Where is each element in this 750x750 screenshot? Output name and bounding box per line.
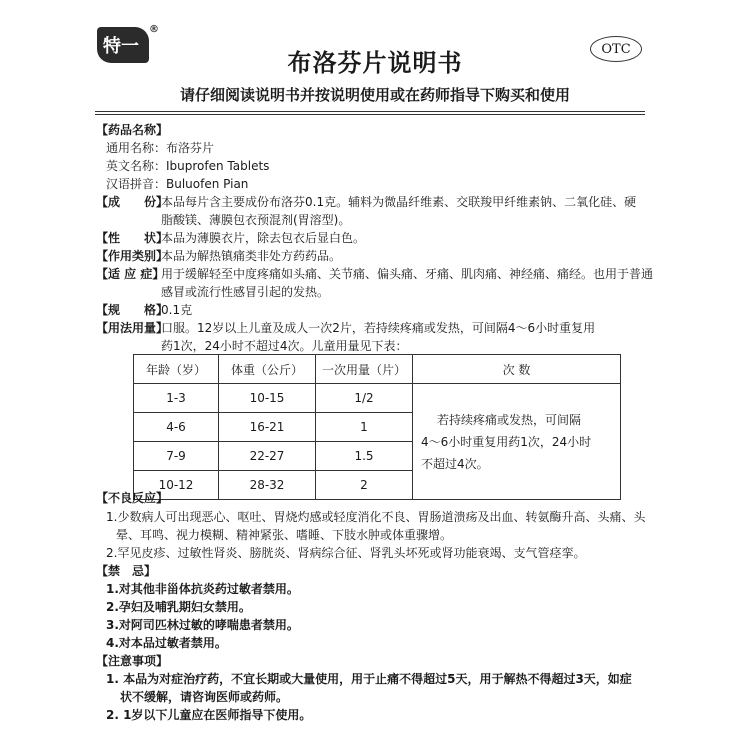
composition-line-2: 脂酸镁、薄膜包衣预混剂(胃溶型)。 xyxy=(161,213,351,227)
category-text: 本品为解热镇痛类非处方药药品。 xyxy=(161,249,342,263)
cell-dose: 1/2 xyxy=(316,384,413,413)
spec-heading: 【规 格】 xyxy=(96,303,169,317)
header-divider-top xyxy=(95,111,645,112)
adverse-item-1-line-1: 1.少数病人可出现恶心、呕吐、胃烧灼感或轻度消化不良、胃肠道溃疡及出血、转氨酶升高、头痛、头 xyxy=(106,510,646,524)
table-header-row xyxy=(134,355,621,384)
note-line-3: 不超过4次。 xyxy=(421,456,489,471)
indication-line-1: 用于缓解轻至中度疼痛如头痛、关节痛、偏头痛、牙痛、肌肉痛、神经痛、痛经。也用于普通 xyxy=(161,267,654,281)
cell-dose: 2 xyxy=(316,471,413,500)
header-weight: 体重（公斤） xyxy=(219,355,316,384)
contra-item: 4.对本品过敏者禁用。 xyxy=(106,636,227,650)
otc-badge: OTC xyxy=(590,36,642,62)
cell-dose: 1 xyxy=(316,413,413,442)
note-line-1: 若持续疼痛或发热，可间隔 xyxy=(437,412,582,427)
composition-heading: 【成 份】 xyxy=(96,195,169,209)
generic-name: 通用名称：布洛芬片 xyxy=(106,141,215,155)
precaution-item-2: 2. 1岁以下儿童应在医师指导下使用。 xyxy=(106,708,312,722)
contra-item: 1.对其他非甾体抗炎药过敏者禁用。 xyxy=(106,582,299,596)
composition-line-1: 本品每片含主要成份布洛芬0.1克。辅料为微晶纤维素、交联羧甲纤维素钠、二氧化硅、硬 xyxy=(161,195,637,209)
precaution-item-1-line-2: 状不缓解，请咨询医师或药师。 xyxy=(120,690,289,704)
frequency-note xyxy=(413,384,621,500)
cell-age: 1-3 xyxy=(134,384,219,413)
contra-heading: 【禁 忌】 xyxy=(96,564,157,578)
usage-line-1: 口服。12岁以上儿童及成人一次2片，若持续疼痛或发热，可间隔4～6小时重复用 xyxy=(161,321,596,335)
logo-text: 特一 xyxy=(103,36,139,57)
character-heading: 【性 状】 xyxy=(96,231,169,245)
header-dose: 一次用量（片） xyxy=(316,355,413,384)
header-age: 年龄（岁） xyxy=(134,355,219,384)
note-line-2: 4～6小时重复用药1次，24小时 xyxy=(421,434,592,449)
table-row xyxy=(134,384,621,413)
character-text: 本品为薄膜衣片，除去包衣后显白色。 xyxy=(161,231,366,245)
indication-heading: 【适 应 症】 xyxy=(96,267,165,281)
category-heading: 【作用类别】 xyxy=(96,249,169,263)
indication-line-2: 感冒或流行性感冒引起的发热。 xyxy=(161,285,330,299)
contra-item: 3.对阿司匹林过敏的哮喘患者禁用。 xyxy=(106,618,299,632)
cell-age: 7-9 xyxy=(134,442,219,471)
adverse-item-1-line-2: 晕、耳鸣、视力模糊、精神紧张、嗜睡、下肢水肿或体重骤增。 xyxy=(116,528,453,542)
english-name: 英文名称：Ibuprofen Tablets xyxy=(106,159,270,173)
contra-item: 2.孕妇及哺乳期妇女禁用。 xyxy=(106,600,251,614)
cell-weight: 10-15 xyxy=(219,384,316,413)
cell-weight: 22-27 xyxy=(219,442,316,471)
pinyin-name: 汉语拼音：Buluofen Pian xyxy=(106,177,249,191)
cell-age: 4-6 xyxy=(134,413,219,442)
document-title: 布洛芬片说明书 xyxy=(287,49,463,77)
adverse-heading: 【不良反应】 xyxy=(96,491,169,505)
adverse-item-2: 2.罕见皮疹、过敏性肾炎、膀胱炎、肾病综合征、肾乳头坏死或肾功能衰竭、支气管痉挛。 xyxy=(106,546,586,560)
spec-text: 0.1克 xyxy=(161,303,193,317)
cell-dose: 1.5 xyxy=(316,442,413,471)
cell-weight: 28-32 xyxy=(219,471,316,500)
precautions-heading: 【注意事项】 xyxy=(96,654,169,668)
header-divider-bottom xyxy=(95,114,645,115)
precaution-item-1-line-1: 1. 本品为对症治疗药，不宜长期或大量使用，用于止痛不得超过5天，用于解热不得超过3天，如症 xyxy=(106,672,632,686)
usage-heading: 【用法用量】 xyxy=(96,321,169,335)
registered-mark: ® xyxy=(149,24,159,35)
drug-name-heading: 【药品名称】 xyxy=(96,123,169,137)
pediatric-dose-table xyxy=(133,354,621,500)
document-subtitle: 请仔细阅读说明书并按说明使用或在药师指导下购买和使用 xyxy=(179,86,570,104)
header-frequency: 次 数 xyxy=(413,355,621,384)
usage-line-2: 药1次，24小时不超过4次。儿童用量见下表： xyxy=(161,339,408,353)
cell-age: 10-12 xyxy=(134,471,219,500)
cell-weight: 16-21 xyxy=(219,413,316,442)
